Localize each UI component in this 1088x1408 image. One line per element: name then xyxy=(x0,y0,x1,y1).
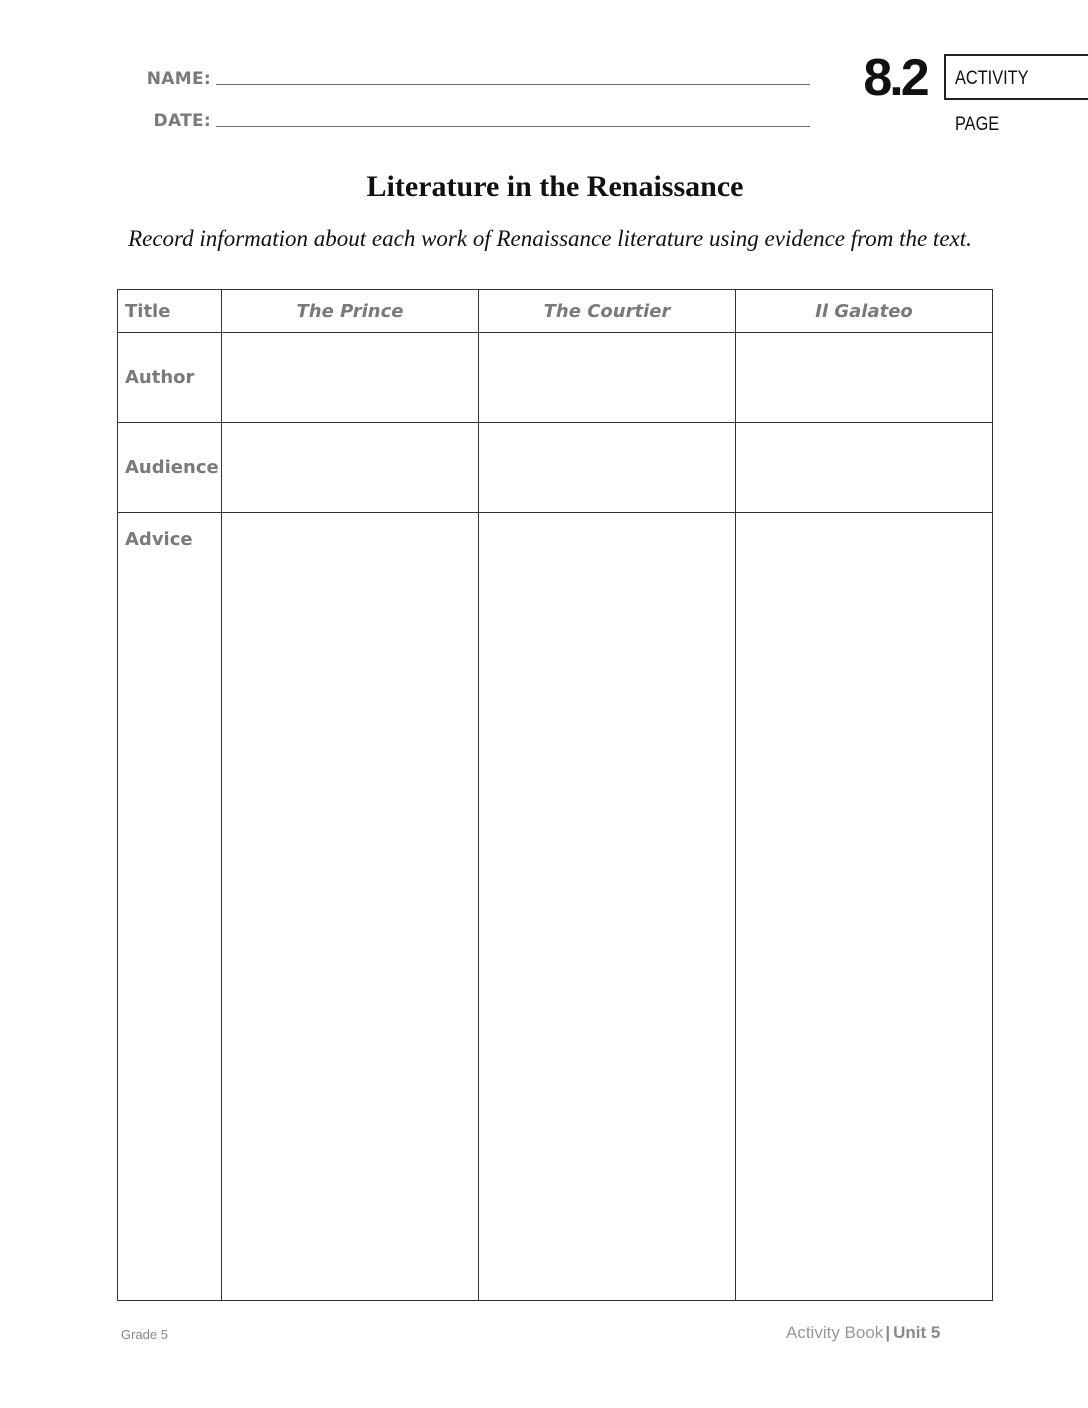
row-label-author: Author xyxy=(118,333,222,423)
date-line[interactable] xyxy=(216,126,810,127)
cell-audience-il-galateo[interactable] xyxy=(736,423,993,513)
footer-book-title: Activity Book xyxy=(786,1323,884,1342)
footer-separator: | xyxy=(885,1323,891,1342)
activity-page-label: ACTIVITY PAGE xyxy=(955,68,1029,135)
cell-audience-the-prince[interactable] xyxy=(222,423,479,513)
name-line[interactable] xyxy=(216,84,810,85)
name-label: NAME: xyxy=(146,69,211,89)
row-label-advice: Advice xyxy=(118,513,222,1301)
date-label: DATE: xyxy=(153,111,211,131)
cell-audience-the-courtier[interactable] xyxy=(479,423,736,513)
cell-author-il-galateo[interactable] xyxy=(736,333,993,423)
column-header-il-galateo: Il Galateo xyxy=(736,290,993,333)
column-header-the-courtier: The Courtier xyxy=(479,290,736,333)
literature-table xyxy=(117,289,993,1301)
cell-author-the-courtier[interactable] xyxy=(479,333,736,423)
page-number: 8.2 xyxy=(863,49,927,107)
cell-advice-the-prince[interactable] xyxy=(222,513,479,1301)
row-label-title: Title xyxy=(118,290,222,333)
footer-unit: Unit 5 xyxy=(893,1323,941,1342)
instructions: Record information about each work of Renaissance literature using evidence from the text. xyxy=(128,226,972,251)
page-title: Literature in the Renaissance xyxy=(366,170,744,203)
table-row-advice xyxy=(118,513,993,1301)
cell-advice-the-courtier[interactable] xyxy=(479,513,736,1301)
footer-grade: Grade 5 xyxy=(121,1327,168,1342)
footer-book-info xyxy=(786,1323,940,1343)
row-label-audience: Audience xyxy=(118,423,222,513)
table-row-title xyxy=(118,290,993,333)
activity-page-badge xyxy=(944,54,1088,135)
cell-advice-il-galateo[interactable] xyxy=(736,513,993,1301)
column-header-the-prince: The Prince xyxy=(222,290,479,333)
table-row-author xyxy=(118,333,993,423)
cell-author-the-prince[interactable] xyxy=(222,333,479,423)
table-row-audience xyxy=(118,423,993,513)
